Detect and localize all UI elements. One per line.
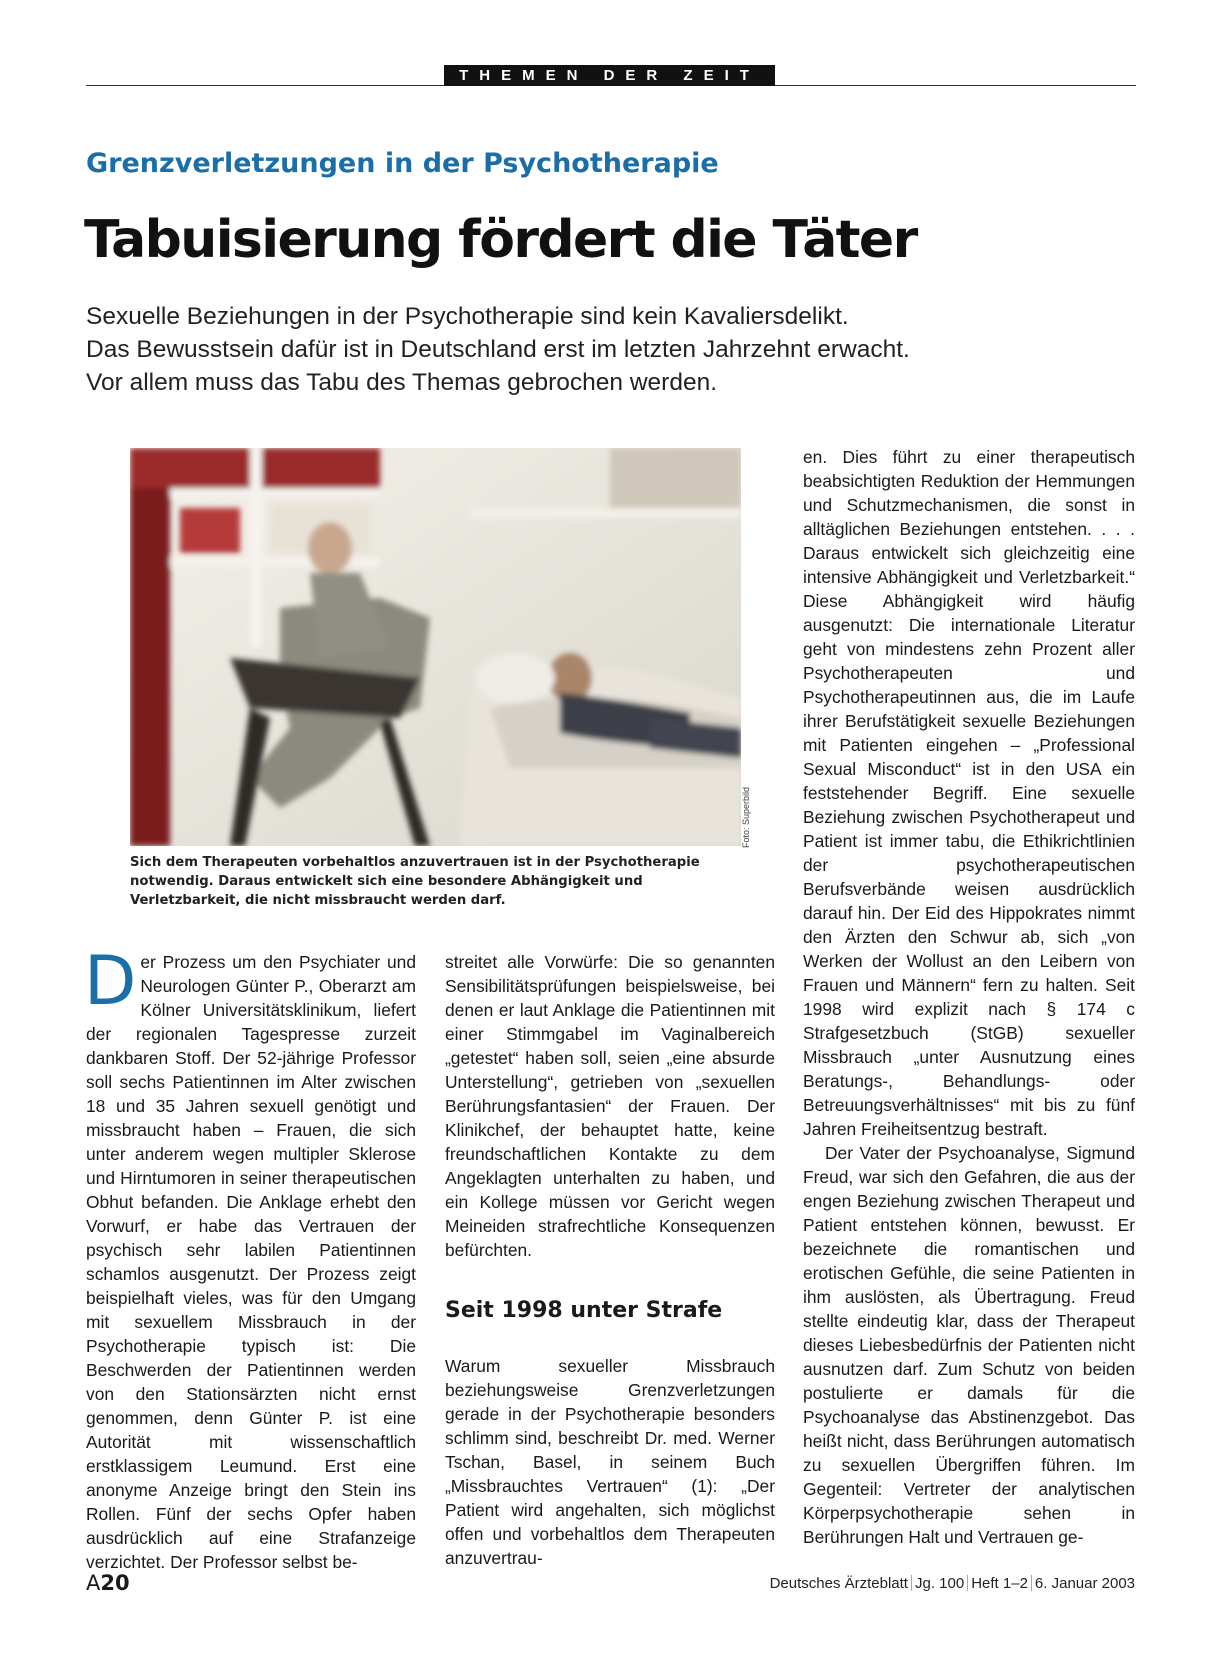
deck-line: Sexuelle Beziehungen in der Psychotherapie sind kein Kavaliersdelikt. — [86, 303, 849, 330]
body-column-1 — [84, 942, 416, 1574]
section-subheading: Seit 1998 unter Strafe — [445, 1298, 723, 1323]
article-deck — [86, 300, 1136, 399]
article-headline: Tabuisierung fördert die Täter — [84, 210, 917, 270]
footer-separator — [967, 1575, 968, 1591]
body-column-2-continued — [445, 1354, 775, 1570]
footer-separator — [1031, 1575, 1032, 1591]
body-text: Warum sexueller Missbrauch beziehungsweise Grenzverletzungen gerade in der Psychotherapie besonders schlimm sind, beschreibt Dr. med. Werner Tschan, Basel, in seinem Buch „Missbrauchtes Vertrauen“ (1): „Der Patient wird angehalten, sich möglichst offen und vorbehaltlos dem Therapeuten anzuvertrau- — [445, 1356, 775, 1568]
page-prefix: A — [86, 1571, 101, 1595]
body-text: streitet alle Vorwürfe: Die so genannten Sensibilitätsprüfungen beispielsweise, bei denen er laut Anklage die Patientinnen mit einer Stimmgabel im Vaginalbereich „getestet“ haben soll, seien „eine absurde Unterstellung“, getrieben von „sexuellen Berührungsfantasien“ der Frauen. Der Klinikchef, der behauptet hatte, keine freundschaftlichen Kontakte zu dem Angeklagten unterhalten zu haben, und ein Kollege müssen vor Gericht wegen Meineiden strafrechtliche Konsequenzen befürchten. — [445, 952, 775, 1260]
page-number-value: 20 — [100, 1571, 130, 1595]
journal-date: 6. Januar 2003 — [1034, 1575, 1135, 1592]
body-text: Der Vater der Psychoanalyse, Sigmund Freud, war sich den Gefahren, die aus der engen Beziehung zwischen Therapeut und Patient entstehen können, bewusst. Er bezeichnete die romantischen und erotischen Gefühle, die seine Patienten in ihm auslösten, als Übertragung. Freud stellte eindeutig klar, dass der Therapeut dieses Liebesbedürfnis der Patienten nicht ausnutzen darf. Zum Schutz von beiden postulierte er damals für die Psychoanalyse das Abstinenzgebot. Das heißt nicht, dass Berührungen automatisch zu sexuellen Übergriffen führen. Im Gegenteil: Vertreter der analytischen Körperpsychotherapie sehen in Berührungen Halt und Vertrauen ge- — [803, 1143, 1135, 1547]
footer-citation — [770, 1575, 1135, 1592]
page-number — [86, 1571, 130, 1595]
article-kicker: Grenzverletzungen in der Psychotherapie — [86, 148, 719, 179]
journal-name: Deutsches Ärzteblatt — [769, 1575, 908, 1592]
body-column-3 — [803, 445, 1135, 1549]
article-photo — [130, 448, 741, 846]
section-label: THEMEN DER ZEIT — [444, 65, 775, 86]
deck-line: Vor allem muss das Tabu des Themas gebrochen werden. — [86, 369, 718, 396]
photo-caption: Sich dem Therapeuten vorbehaltlos anzuvertrauen ist in der Psychotherapie notwendig. Daraus entwickelt sich eine besondere Abhängigkeit und Verletzbarkeit, die nicht missbraucht werden darf. — [130, 855, 700, 908]
journal-volume: Jg. 100 — [914, 1575, 965, 1592]
photo-credit: Foto: Superbild — [741, 786, 751, 848]
therapy-session-illustration — [130, 448, 741, 846]
deck-line: Das Bewusstsein dafür ist in Deutschland erst im letzten Jahrzehnt erwacht. — [86, 336, 910, 363]
body-column-2 — [445, 950, 775, 1262]
body-text: en. Dies führt zu einer therapeutisch beabsichtigten Reduktion der Hemmungen und Schutzmechanismen, die sonst in alltäglichen Beziehungen entstehen. . . . Daraus entwickelt sich gleichzeitig eine intensive Abhängigkeit und Verletzbarkeit.“ Diese Abhängigkeit wird häufig ausgenutzt: Die internationale Literatur geht von mindestens zehn Prozent aller Psychotherapeuten und Psychotherapeutinnen aus, die im Laufe ihrer Berufstätigkeit sexuelle Beziehungen mit Patienten eingehen – „Professional Sexual Misconduct“ ist in den USA ein feststehender Begriff. Eine sexuelle Beziehung zwischen Psychotherapeut und Patient ist immer tabu, die Ethikrichtlinien der psychotherapeutischen Berufsverbände weisen ausdrücklich darauf hin. Der Eid des Hippokrates nimmt den Ärzten den Schwur ab, sich „von Werken der Wollust an den Leibern von Frauen und Männern“ fern zu halten. Seit 1998 wird explizit nach § 174 c Strafgesetzbuch (StGB) sexueller Missbrauch „unter Ausnutzung eines Beratungs-, Behandlungs- oder Betreuungsverhältnisses“ mit bis zu fünf Jahren Freiheitsentzug bestraft. — [803, 447, 1135, 1139]
drop-cap: D — [84, 942, 137, 1021]
body-text: er Prozess um den Psychiater und Neurologen Günter P., Oberarzt am Kölner Universitätsklinikum, liefert der regionalen Tagespresse zurzeit dankbaren Stoff. Der 52-jährige Professor soll sechs Patientinnen im Alter zwischen 18 und 35 Jahren sexuell genötigt und missbraucht haben – Frauen, die sich unter anderem wegen multipler Sklerose und Hirntumoren in seiner therapeutischen Obhut befanden. Die Anklage erhebt den Vorwurf, er habe das Vertrauen der psychisch sehr labilen Patientinnen schamlos ausgenutzt. Der Prozess zeigt beispielhaft vieles, was für den Umgang mit sexuellem Missbrauch in der Psychotherapie typisch ist: Die Beschwerden der Patientinnen werden von den Stationsärzten nicht ernst genommen, denn Günter P. ist eine Autorität mit wissenschaftlich erstklassigem Leumund. Erst eine anonyme Anzeige bringt den Stein ins Rollen. Fünf der sechs Opfer haben ausdrücklich auf eine Strafanzeige verzichtet. Der Professor selbst be- — [86, 952, 416, 1572]
journal-issue: Heft 1–2 — [971, 1575, 1028, 1592]
footer-separator — [911, 1575, 912, 1591]
